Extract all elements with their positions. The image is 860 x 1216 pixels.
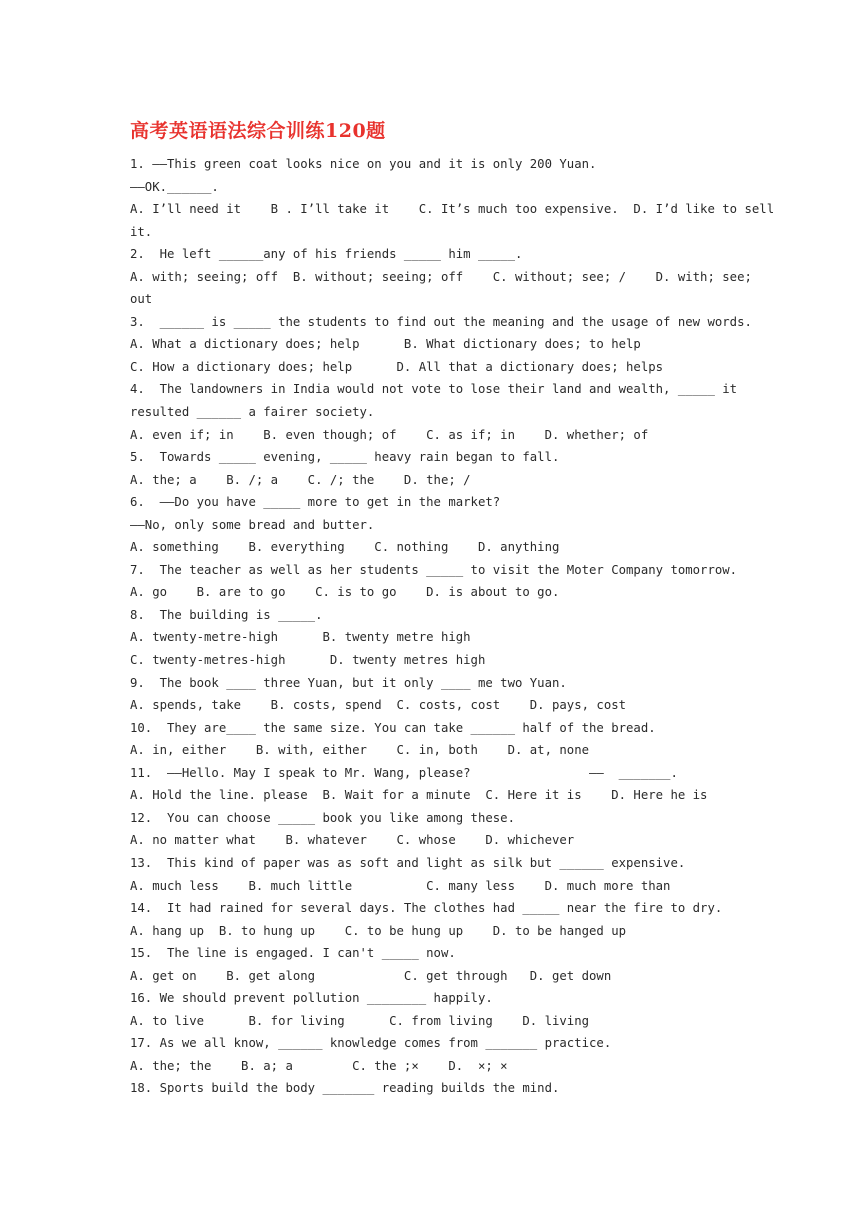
question-line: ——OK.______. [130,179,219,194]
question-line: 1. ——This green coat looks nice on you and it is only 200 Yuan. [130,157,597,171]
option-line: A. the; the B. a; a C. the ;× D. ×; × [130,1058,508,1073]
option-line: A. What a dictionary does; help B. What dictionary does; to help [130,337,641,352]
option-line: A. twenty-metre-high B. twenty metre high [130,630,471,645]
option-line: A. in, either B. with, either C. in, both D. at, none [130,743,590,758]
question-line: ——No, only some bread and butter. [130,517,375,532]
option-line: A. hang up B. to hung up C. to be hung up D. to be hanged up [130,923,627,938]
option-line: A. spends, take B. costs, spend C. costs, cost D. pays, cost [130,698,627,713]
question-line: 17. As we all know, ______ knowledge comes from _______ practice. [130,1036,612,1051]
question-line: 13. This kind of paper was as soft and light as silk but ______ expensive. [130,855,686,870]
option-line: A. Hold the line. please B. Wait for a minute C. Here it is D. Here he is [130,788,708,803]
option-line: A. I’ll need it B . I’ll take it C. It’s much too expensive. D. I’d like to sell [130,202,775,217]
question-line: 10. They are____ the same size. You can take ______ half of the bread. [130,720,656,735]
question-line: 9. The book ____ three Yuan, but it only ____ me two Yuan. [130,675,567,690]
document-body [130,153,775,1100]
option-line: A. to live B. for living C. from living D. living [130,1013,590,1028]
option-line: A. get on B. get along C. get through D. get down [130,968,612,983]
question-line: 4. The landowners in India would not vote to lose their land and wealth, _____ it [130,382,738,397]
question-line: 11. ——Hello. May I speak to Mr. Wang, please? —— _______. [130,765,678,780]
option-line: A. no matter what B. whatever C. whose D. whichever [130,833,575,848]
option-line: A. something B. everything C. nothing D. anything [130,540,560,555]
question-line: 16. We should prevent pollution ________ happily. [130,991,493,1006]
option-line: A. the; a B. /; a C. /; the D. the; / [130,472,471,487]
option-line: out [130,292,153,307]
question-line: 14. It had rained for several days. The clothes had _____ near the fire to dry. [130,901,723,916]
option-line: C. twenty-metres-high D. twenty metres high [130,653,486,668]
option-line: A. with; seeing; off B. without; seeing; off C. without; see; / D. with; see; [130,269,752,284]
question-line: 7. The teacher as well as her students _____ to visit the Moter Company tomorrow. [130,562,738,577]
question-line: 2. He left ______any of his friends _____ him _____. [130,247,523,262]
option-line: A. go B. are to go C. is to go D. is about to go. [130,585,560,600]
option-line: A. even if; in B. even though; of C. as if; in D. whether; of [130,427,649,442]
question-line: 6. ——Do you have _____ more to get in the market? [130,495,501,510]
option-line: A. much less B. much little C. many less D. much more than [130,878,671,893]
question-line: 18. Sports build the body _______ reading builds the mind. [130,1081,560,1096]
question-line: 8. The building is _____. [130,607,323,622]
option-line: C. How a dictionary does; help D. All that a dictionary does; helps [130,359,664,374]
question-line: 3. ______ is _____ the students to find out the meaning and the usage of new words. [130,314,752,329]
option-line: it. [130,224,153,239]
question-line: 5. Towards _____ evening, _____ heavy rain began to fall. [130,450,560,465]
question-line: 12. You can choose _____ book you like among these. [130,810,515,825]
document-title: 高考英语语法综合训练120题 [130,120,386,142]
question-line: resulted ______ a fairer society. [130,405,375,420]
question-line: 15. The line is engaged. I can't _____ now. [130,946,456,961]
